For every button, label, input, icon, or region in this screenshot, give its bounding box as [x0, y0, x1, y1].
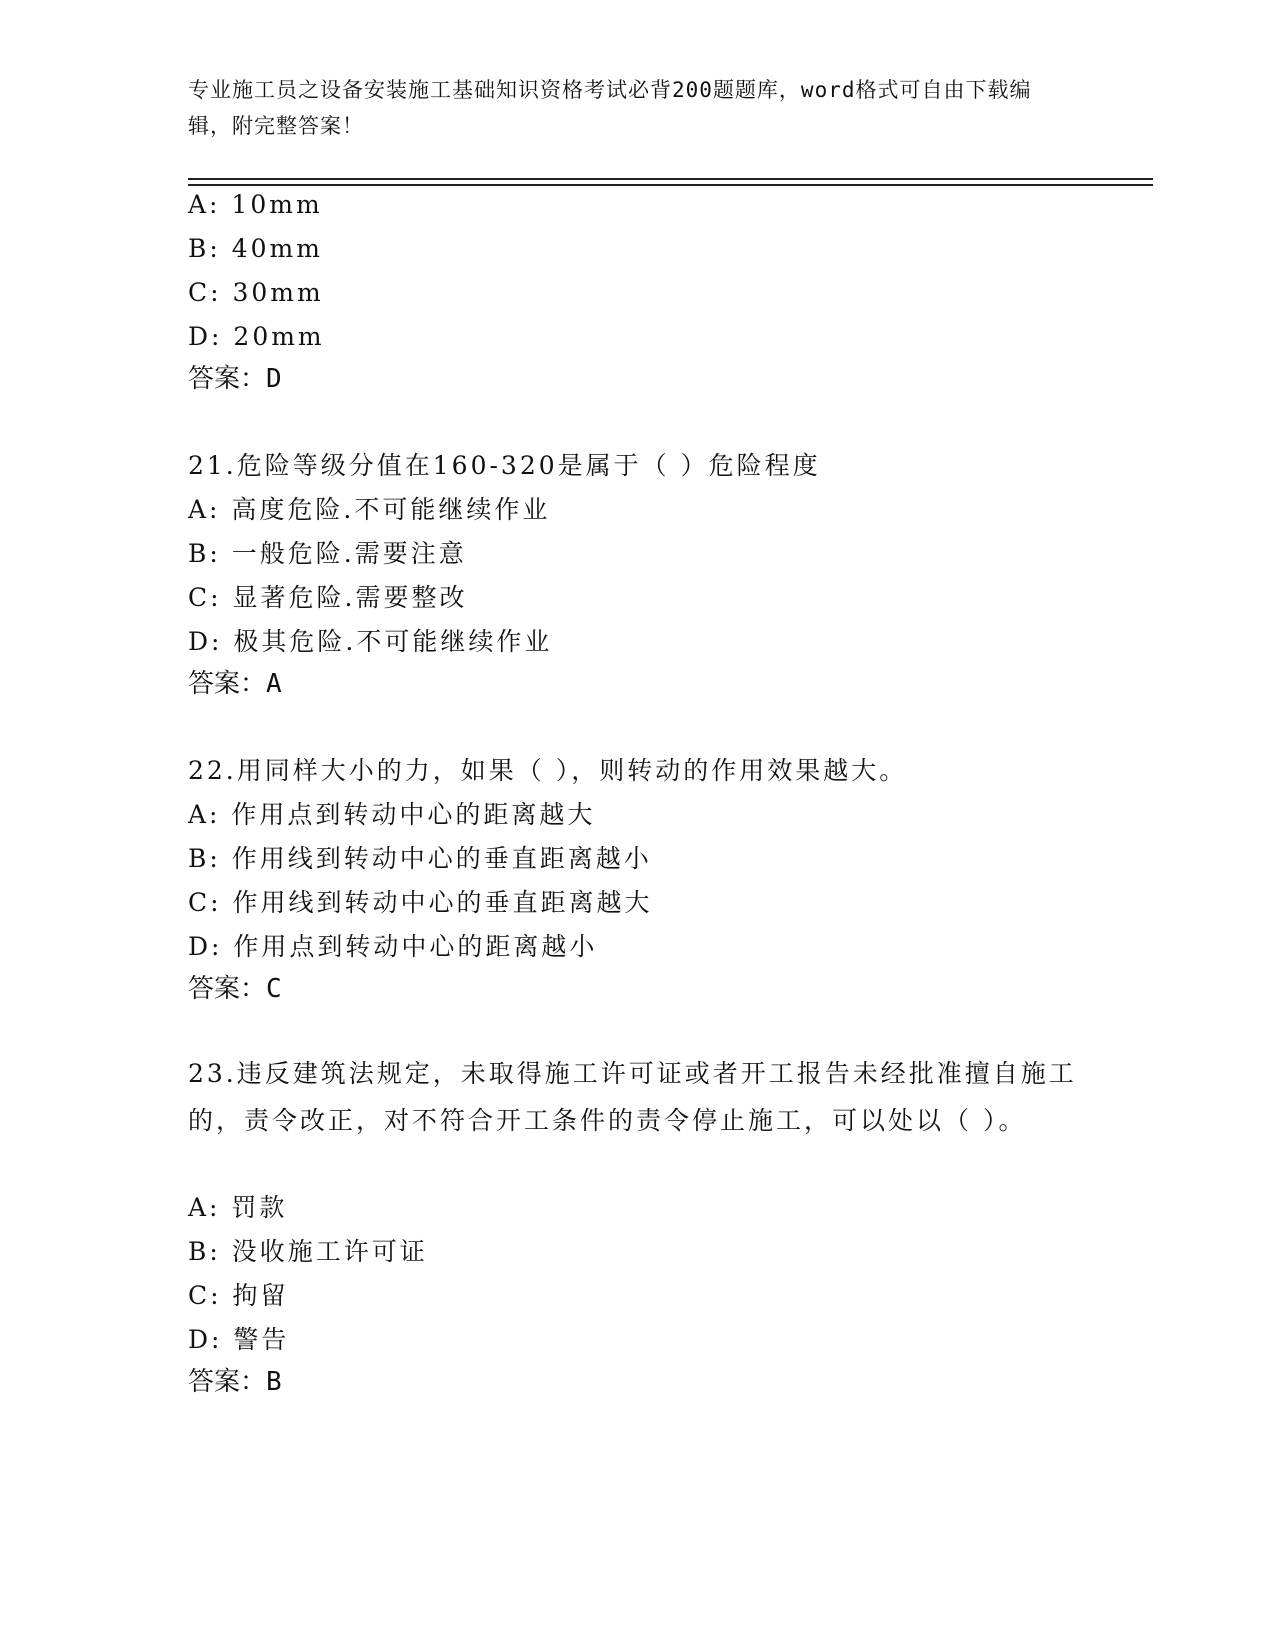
q23-option-a: A: 罚款 [188, 1193, 288, 1222]
q23-option-b: B: 没收施工许可证 [188, 1237, 428, 1266]
q21-option-d: D: 极其危险.不可能继续作业 [188, 627, 553, 656]
q23-option-c: C: 拘留 [188, 1281, 289, 1310]
document-header: 专业施工员之设备安装施工基础知识资格考试必背200题题库，word格式可自由下载编辑，附完整答案！ [188, 78, 1032, 138]
q21-answer: 答案：A [188, 669, 282, 699]
q22-option-d: D: 作用点到转动中心的距离越小 [188, 932, 598, 961]
q22-stem: 22.用同样大小的力，如果（ ），则转动的作用效果越大。 [188, 756, 908, 785]
q23-answer: 答案：B [188, 1367, 282, 1397]
q23-stem: 23.违反建筑法规定，未取得施工许可证或者开工报告未经批准擅自施工的，责令改正，对不符合开工条件的责令停止施工，可以处以（ ）。 [188, 1059, 1077, 1135]
q21-option-a: A: 高度危险.不可能继续作业 [188, 495, 551, 524]
header-rule-top [188, 178, 1153, 180]
header-rule-bottom [188, 184, 1153, 186]
q22-option-b: B: 作用线到转动中心的垂直距离越小 [188, 844, 652, 873]
q21-option-c: C: 显著危险.需要整改 [188, 583, 468, 612]
q21-option-b: B: 一般危险.需要注意 [188, 539, 467, 568]
q22-option-c: C: 作用线到转动中心的垂直距离越大 [188, 888, 653, 917]
q20-option-d: D: 20mm [188, 322, 325, 351]
q22-option-a: A: 作用点到转动中心的距离越大 [188, 800, 596, 829]
q23-option-d: D: 警告 [188, 1325, 290, 1354]
q20-answer: 答案：D [188, 364, 282, 394]
q20-option-b: B: 40mm [188, 234, 323, 263]
q21-stem: 21.危险等级分值在160-320是属于（ ）危险程度 [188, 451, 821, 480]
q22-answer: 答案：C [188, 974, 282, 1004]
q20-option-c: C: 30mm [188, 278, 324, 307]
q20-option-a: A: 10mm [188, 190, 323, 219]
